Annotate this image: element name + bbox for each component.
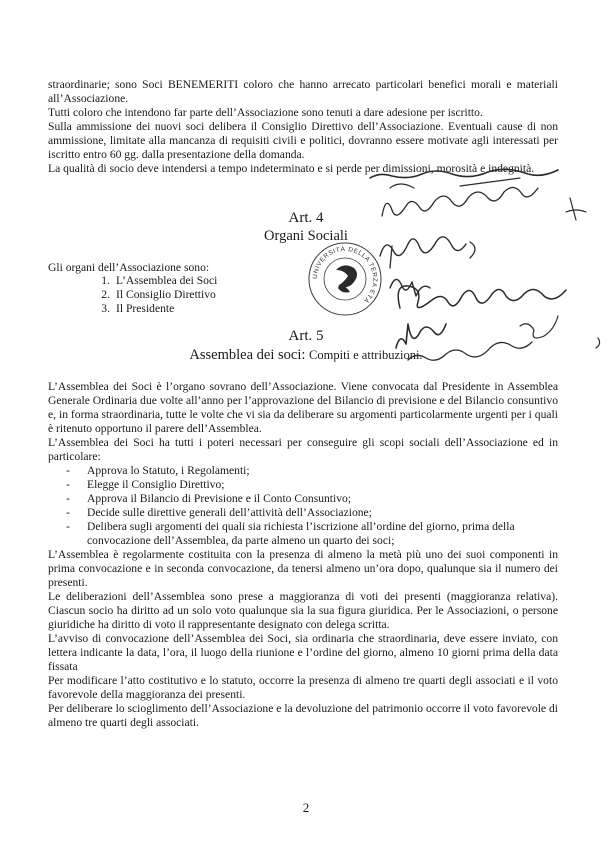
list-item: - Elegge il Consiglio Direttivo;: [60, 478, 558, 492]
organi-lead: Gli organi dell’Associazione sono:: [48, 261, 210, 274]
art5-paragraph-7: Per deliberare lo scioglimento dell’Associazione e la devoluzione del patrimonio occorre il voto favorevole di almeno tre quarti degli associati.: [48, 702, 558, 729]
assemblea-duties-list: [60, 464, 558, 548]
list-item: - Delibera sugli argomenti dei quali sia richiesta l’iscrizione all’ordine del giorno, prima della convocazione dell’Assemblea, da parte almeno un quarto dei soci;: [60, 520, 558, 548]
art5-paragraph-1: L’Assemblea dei Soci è l’organo sovrano dell’Associazione. Viene convocata dal Presidente in Assemblea Generale Ordinaria due volte all’anno per l’approvazione del Bilancio di previsione e del Bilancio consuntivo e, in forma straordinaria, tutte le volte che vi sia da deliberare su argomenti particolarmente urgenti per i quali è ritenuto opportuno il parere dell’Assemblea.: [48, 380, 558, 435]
list-item: - Approva lo Statuto, i Regolamenti;: [60, 464, 558, 478]
svg-text:UNIVERSITÀ DELLA TERZA ETÀ: UNIVERSITÀ DELLA TERZA ETÀ: [311, 245, 379, 305]
page-number: 2: [302, 800, 310, 815]
art4-title: Art. 4: [288, 210, 324, 226]
art5-title: Art. 5: [288, 328, 324, 344]
organi-item: 1. L’Assemblea dei Soci: [101, 274, 218, 287]
intro-paragraph-2: Tutti coloro che intendono far parte dell’Associazione sono tenuti a dare adesione per iscritto.: [48, 106, 483, 119]
signatures: [330, 160, 612, 370]
intro-paragraph-3: Sulla ammissione dei nuovi soci delibera il Consiglio Direttivo dell’Associazione. Eventuali cause di non ammissione, limitate alla mancanza di requisiti civili e politici, dovranno essere motivate agli interessati per iscritto entro 60 gg. dalla presentazione della domanda.: [48, 120, 558, 161]
list-item: - Approva il Bilancio di Previsione e il Conto Consuntivo;: [60, 492, 558, 506]
art5-paragraph-5: L’avviso di convocazione dell’Assemblea dei Soci, sia ordinaria che straordinaria, deve essere inviato, con lettera indicante la data, l’ora, il luogo della riunione e l’ordine del giorno, almeno 10 giorni prima della data fissata: [48, 632, 558, 673]
art4-subtitle: Organi Sociali: [264, 228, 348, 244]
intro-paragraph-4: La qualità di socio deve intendersi a tempo indeterminato e si perde per dimissioni, morosità e indegnità.: [48, 162, 535, 175]
art5-paragraph-3: L’Assemblea è regolarmente costituita con la presenza di almeno la metà più uno dei suoi componenti in prima convocazione e in seconda convocazione, da tenersi almeno un’ora dopo, qualunque sia il numero dei presenti.: [48, 548, 558, 589]
organi-item: 2. Il Consiglio Direttivo: [101, 288, 216, 301]
intro-paragraph-1: straordinarie; sono Soci BENEMERITI coloro che hanno arrecato particolari benefici morali e materiali all’Associazione.: [48, 78, 558, 105]
art5-subtitle: Assemblea dei soci: Compiti e attribuzioni.: [189, 347, 423, 363]
art5-paragraph-2: L’Assemblea dei Soci ha tutti i poteri necessari per conseguire gli scopi sociali dell’Associazione ed in particolare:: [48, 436, 558, 463]
list-item: - Decide sulle direttive generali dell’attività dell’Associazione;: [60, 506, 558, 520]
organi-item: 3. Il Presidente: [101, 302, 175, 315]
organi-list: [84, 274, 217, 316]
art5-paragraph-6: Per modificare l’atto costitutivo e lo statuto, occorre la presenza di almeno tre quarti degli associati e il voto favorevole della maggioranza dei presenti.: [48, 674, 558, 701]
art5-paragraph-4: Le deliberazioni dell’Assemblea sono prese a maggioranza di voti dei presenti (maggioranza relativa). Ciascun socio ha diritto ad un solo voto qualunque sia la sua figura giuridica. Per le Associazioni, o persone giuridiche ha diritto di voto il rappresentante designato con delega scritta.: [48, 590, 558, 631]
